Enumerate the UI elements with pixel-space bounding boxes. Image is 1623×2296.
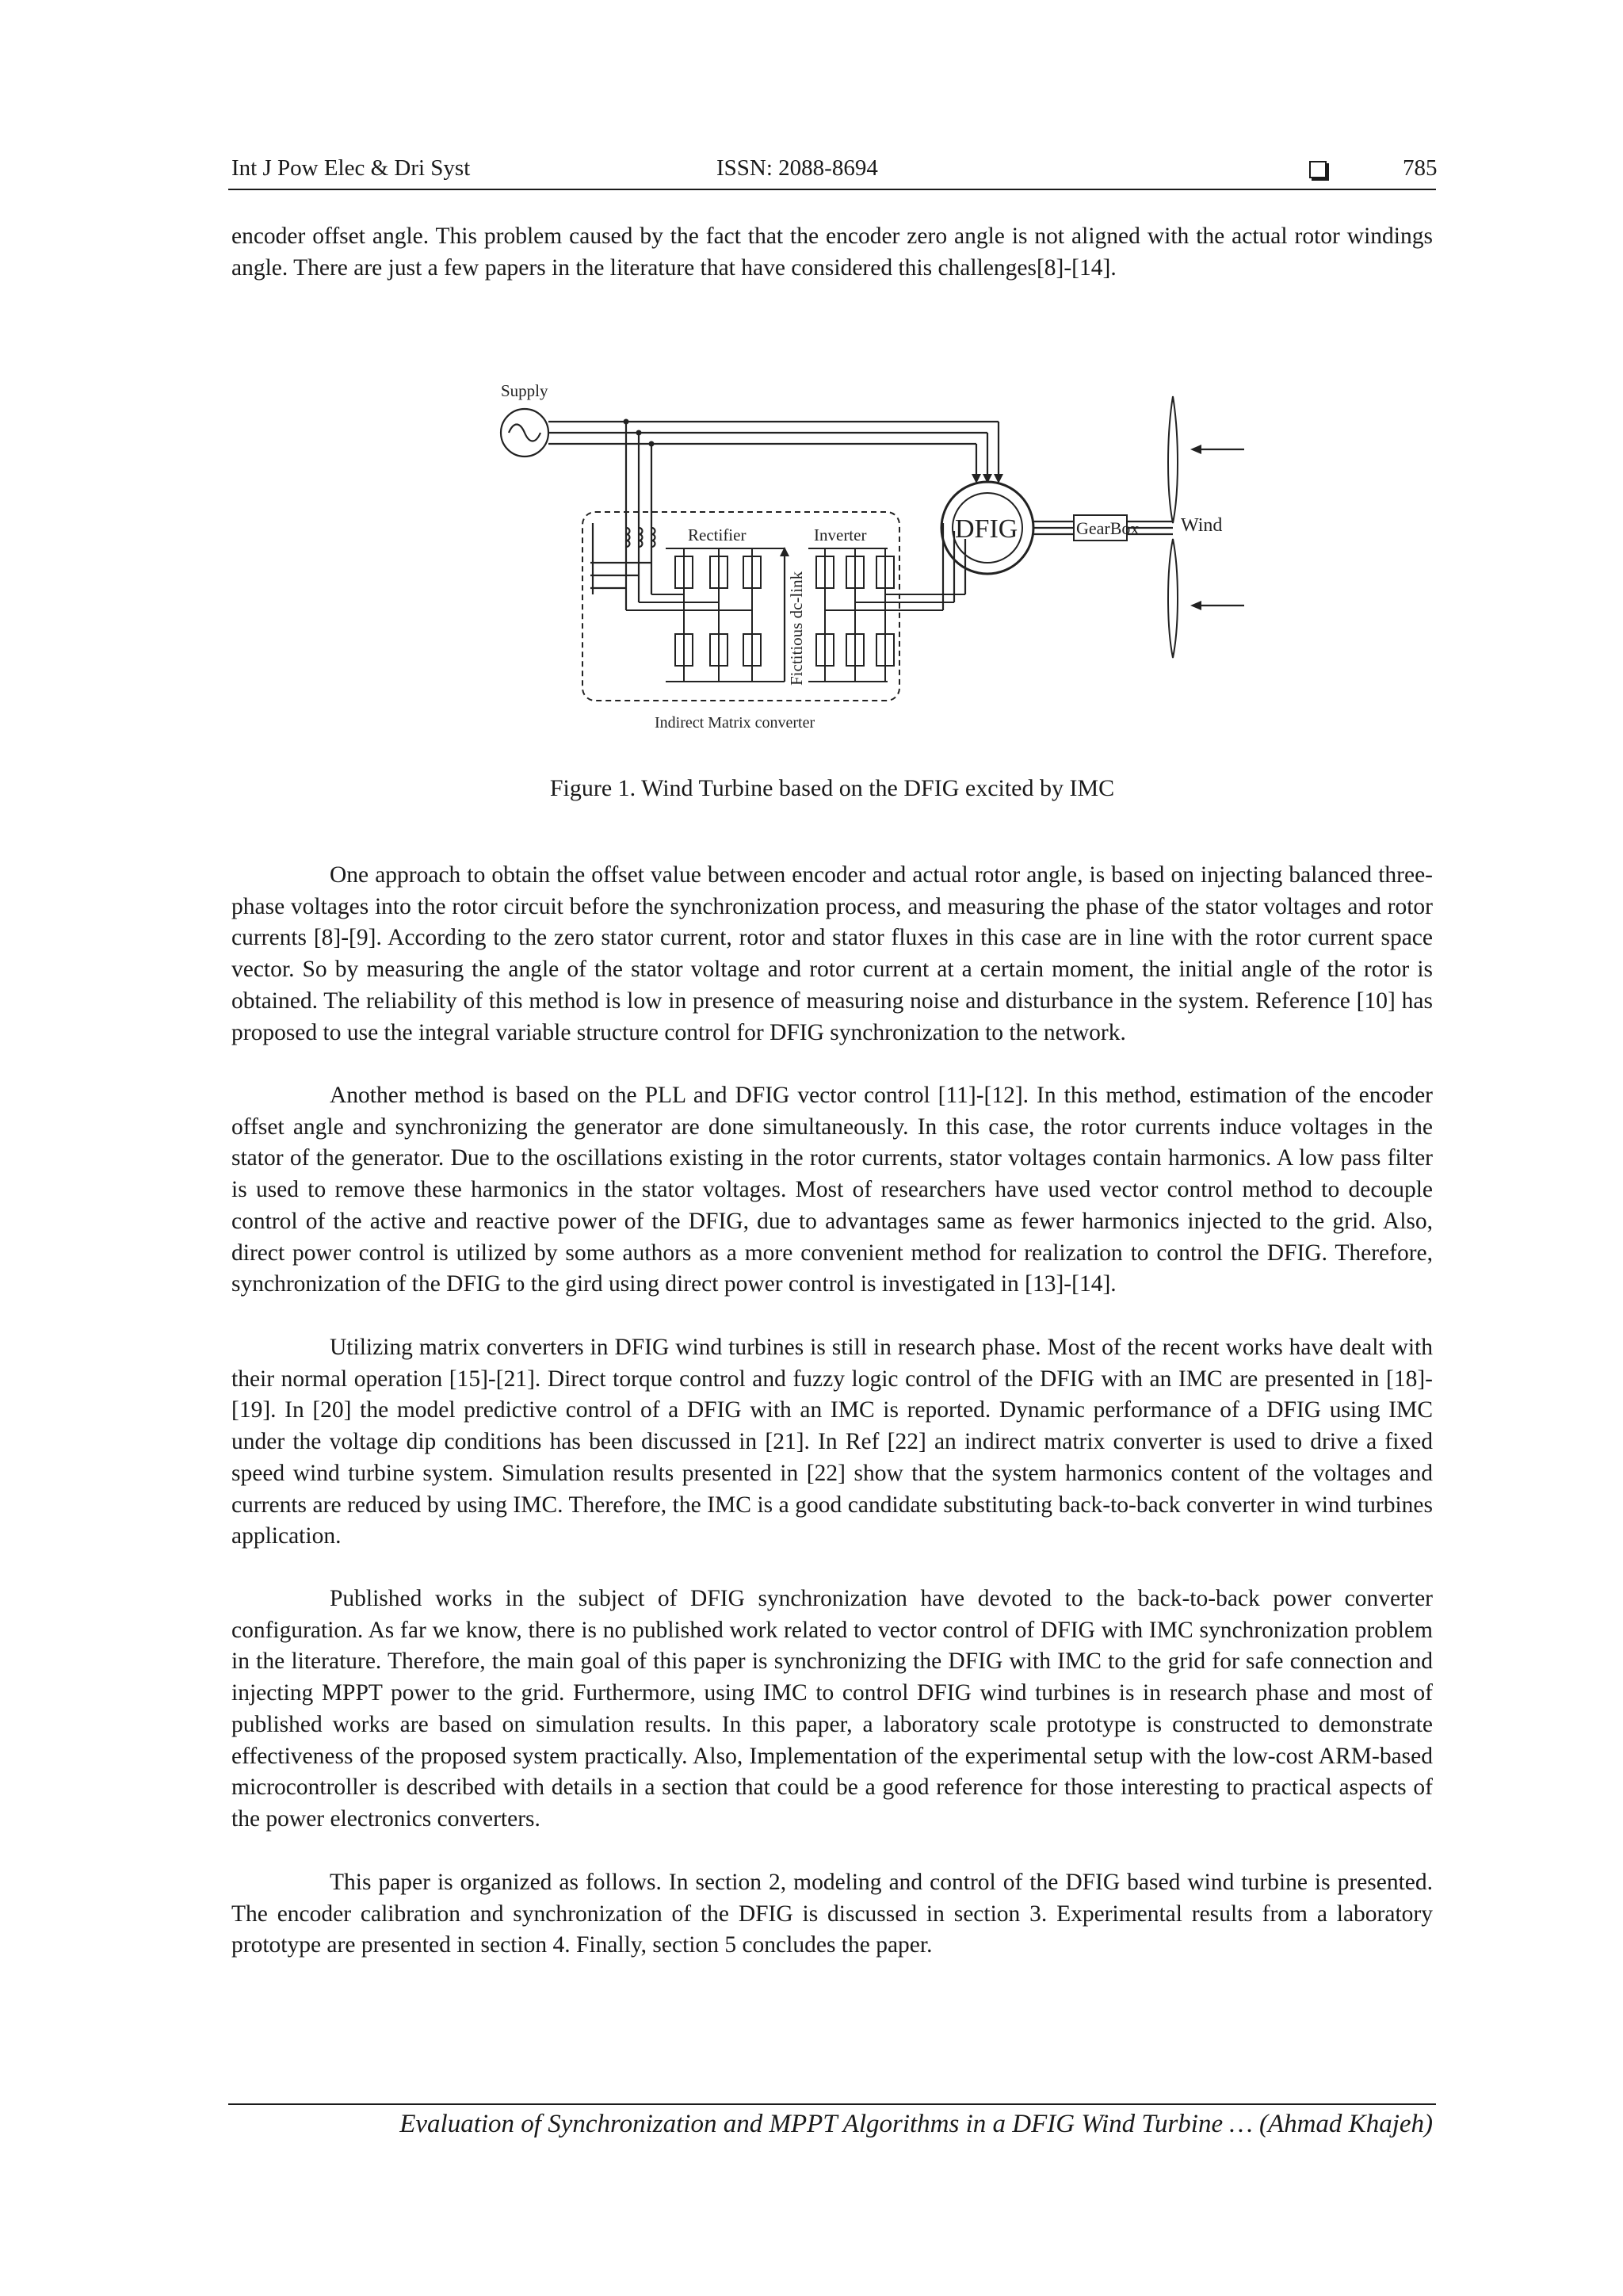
gearbox-label: GearBox: [1076, 518, 1140, 538]
paragraph-continuation: encoder offset angle. This problem caused by the fact that the encoder zero angle is not aligned with the actual rotor windings angle. There are just a few papers in the literature that have considered this challenges[8]-[14].: [231, 223, 1433, 281]
dfig-label: DFIG: [955, 514, 1018, 544]
supply-label: Supply: [501, 381, 548, 400]
paragraph-2: Another method is based on the PLL and DFIG vector control [11]-[12]. In this method, estimation of the encoder offset angle and synchronizing the generator are done simultaneously. In this case, the rotor currents induce voltages in the stator of the generator. Due to the oscillations existing in the rotor currents, stator voltages contain harmonics. A low pass filter is used to remove these harmonics in the stator voltages. Most of researchers have used vector control method to decouple control of the active and reactive power of the DFIG, due to advantages same as fewer harmonics injected to the grid. Also, direct power control is utilized by some authors as a more convenient method for realization to control the DFIG. Therefore, synchronization of the DFIG to the gird using direct power control is investigated in [13]-[14].: [231, 1083, 1433, 1297]
checkbox-icon: [1309, 161, 1327, 178]
figure-caption: Figure 1. Wind Turbine based on the DFIG excited by IMC: [549, 775, 1115, 801]
figure-1: [491, 372, 1284, 753]
wind-label: Wind: [1181, 515, 1223, 536]
page-number: 785: [1403, 155, 1438, 181]
header-rule: [228, 189, 1436, 190]
rectifier-switches: [626, 548, 785, 682]
paragraph-1: One approach to obtain the offset value between encoder and actual rotor angle, is based on injecting balanced three-phase voltages into the rotor circuit before the synchronization process, and measuring the phase of the stator voltages and rotor currents [8]-[9]. According to the zero stator current, rotor and stator fluxes in this case are in line with the rotor current space vector. So by measuring the angle of the stator voltage and rotor current at a certain moment, the initial angle of the rotor is obtained. The reliability of this method is low in presence of measuring noise and disturbance in the system. Reference [10] has proposed to use the integral variable structure control for DFIG synchronization to the network.: [231, 862, 1433, 1045]
converter-label: Indirect Matrix converter: [655, 714, 815, 732]
paragraph-4: Published works in the subject of DFIG synchronization have devoted to the back-to-back power converter configuration. As far we know, there is no published work related to vector control of DFIG with IMC synchronization problem in the literature. Therefore, the main goal of this paper is synchronizing the DFIG with IMC to the grid for safe connection and injecting MPPT power to the grid. Furthermore, using IMC to control DFIG wind turbines is in research phase and most of published works are based on simulation results. In this paper, a laboratory scale prototype is constructed to demonstrate effectiveness of the proposed system practically. Also, Implementation of the experimental setup with the low-cost ARM-based microcontroller is described with details in a section that could be a good reference for those interesting to practical aspects of the power electronics converters.: [231, 1586, 1433, 1832]
running-footer: Evaluation of Synchronization and MPPT Algorithms in a DFIG Wind Turbine … (Ahmad Khajeh): [399, 2110, 1433, 2138]
inverter-switches: [808, 548, 965, 682]
footer-rule: [228, 2103, 1436, 2105]
paragraph-5: This paper is organized as follows. In section 2, modeling and control of the DFIG based wind turbine is presented. The encoder calibration and synchronization of the DFIG is discussed in section 3. Experimental results from a laboratory prototype are presented in section 4. Finally, section 5 concludes the paper.: [231, 1870, 1433, 1958]
issn: ISSN: 2088-8694: [716, 155, 878, 181]
journal-name: Int J Pow Elec & Dri Syst: [231, 155, 471, 181]
rectifier-label: Rectifier: [688, 525, 747, 544]
circuit-diagram: [491, 372, 1284, 753]
dc-link-label: Fictitious dc-link: [787, 571, 806, 686]
paragraph-3: Utilizing matrix converters in DFIG wind turbines is still in research phase. Most of the recent works have dealt with their normal operation [15]-[21]. Direct torque control and fuzzy logic control of the DFIG with an IMC are presented in [18]-[19]. In [20] the model predictive control of a DFIG with an IMC is reported. Dynamic performance of a DFIG using IMC under the voltage dip conditions has been discussed in [21]. In Ref [22] an indirect matrix converter is used to drive a fixed speed wind turbine system. Simulation results presented in [22] show that the system harmonics content of the voltages and currents are reduced by using IMC. Therefore, the IMC is a good candidate substituting back-to-back converter in wind turbines application.: [231, 1335, 1433, 1549]
running-header: [231, 155, 1438, 192]
inverter-label: Inverter: [814, 525, 867, 544]
sine-wave-icon: [509, 425, 540, 441]
